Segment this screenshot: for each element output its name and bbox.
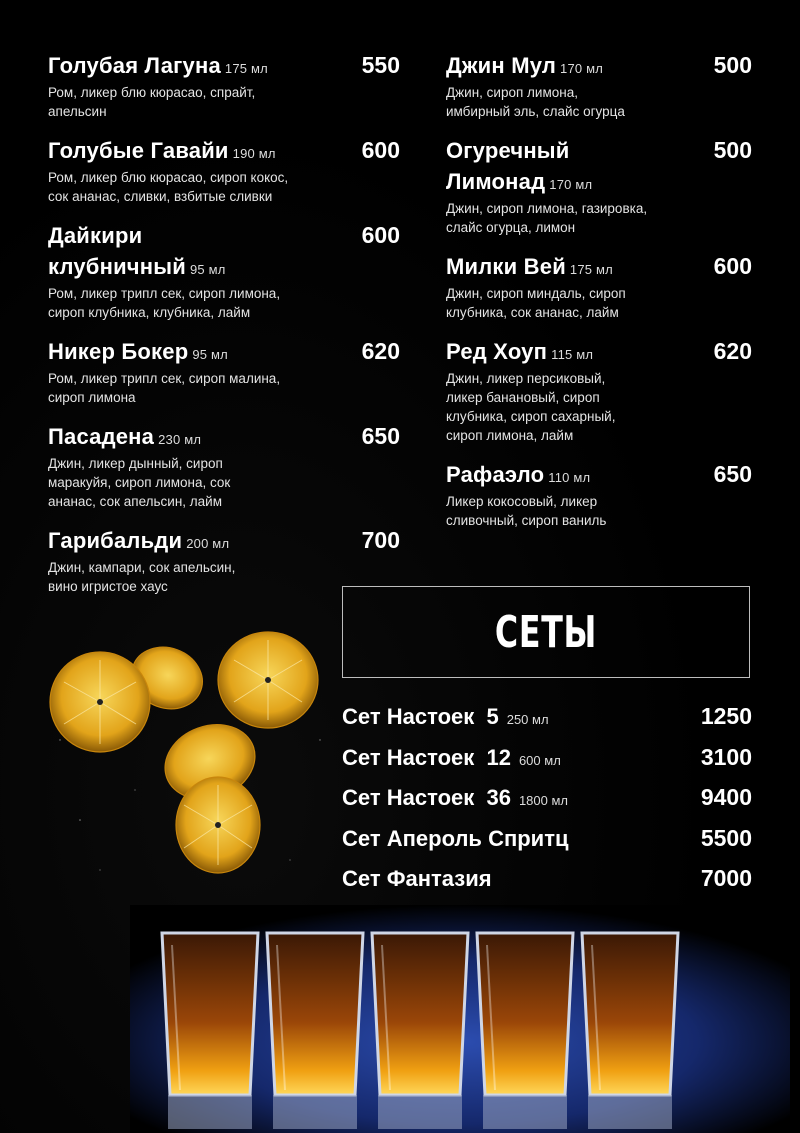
item-name: Ред Хоуп [446,339,548,364]
set-item [342,744,752,785]
item-price: 500 [713,52,752,78]
menu-item [48,336,400,407]
item-volume: 95 мл [189,262,226,277]
sets-section-header [342,586,750,678]
item-description: Ликер кокосовый, ликер сливочный, сироп ваниль [446,494,607,528]
item-description: Джин, кампари, сок апельсин, вино игристое хаус [48,560,236,594]
item-description: Ром, ликер трипл сек, сироп лимона, сироп клубника, клубника, лайм [48,286,281,320]
set-volume: 250 мл [506,712,549,727]
set-item [342,825,752,866]
item-name: Гарибальди [48,528,183,553]
item-name: Рафаэло [446,462,545,487]
item-price: 620 [361,338,400,364]
item-description: Джин, ликер персиковый, ликер банановый, сироп клубника, сироп сахарный, сироп лимона, лайм [446,371,616,443]
set-name: Сет Апероль Спритц [342,825,569,851]
lemon-slices-image [40,620,340,890]
item-description: Ром, ликер блю кюрасао, сироп кокос, сок ананас, сливки, взбитые сливки [48,170,289,204]
item-price: 700 [361,527,400,553]
item-volume: 95 мл [192,347,228,362]
item-volume: 170 мл [549,177,593,192]
set-price: 9400 [700,784,752,810]
set-price: 3100 [700,743,752,770]
shot-glasses-image [130,905,790,1133]
menu-item [446,251,752,322]
left-cocktail-column [48,50,400,610]
menu-item [48,421,400,511]
item-description: Ром, ликер блю кюрасао, спрайт, апельсин [48,85,256,119]
menu-item [446,135,752,237]
item-volume: 170 мл [560,61,604,76]
set-volume: 1800 мл [518,793,569,808]
menu-item [48,50,400,121]
item-price: 600 [713,253,752,279]
item-name: Голубая Лагуна [48,53,221,78]
sets-title: СЕТЫ [494,606,598,658]
set-item [342,865,752,906]
item-price: 650 [713,461,752,487]
menu-item [446,50,752,121]
menu-item [48,220,400,322]
item-description: Джин, сироп миндаль, сироп клубника, сок ананас, лайм [446,286,626,320]
item-volume: 110 мл [548,470,591,485]
menu-item [48,135,400,206]
item-price: 650 [361,423,400,449]
item-volume: 200 мл [186,536,230,551]
item-name: Джин Мул [446,53,557,78]
set-name: Сет Фантазия [342,866,492,891]
set-volume: 600 мл [518,752,561,768]
right-cocktail-column [446,50,752,544]
item-volume: 190 мл [232,146,276,161]
item-description: Ром, ликер трипл сек, сироп малина, сироп лимона [48,371,281,405]
menu-item [446,459,752,530]
item-name: Огуречный Лимонад [446,138,570,194]
item-volume: 175 мл [224,61,268,76]
item-description: Джин, сироп лимона, газировка, слайс огурца, лимон [446,201,648,235]
set-item [342,784,752,825]
item-name: Дайкири клубничный [48,223,186,279]
item-description: Джин, сироп лимона, имбирный эль, слайс огурца [446,85,625,119]
item-name: Голубые Гавайи [48,138,229,163]
set-item [342,703,752,744]
set-name: Сет Настоек 12 [342,744,511,770]
set-name: Сет Настоек 5 [342,704,499,729]
item-name: Никер Бокер [48,339,189,364]
sets-list [342,703,752,906]
item-price: 620 [713,338,752,364]
item-volume: 230 мл [158,432,202,447]
item-name: Пасадена [48,424,155,449]
set-price: 5500 [700,824,752,851]
item-description: Джин, ликер дынный, сироп маракуйя, сироп лимона, сок ананас, сок апельсин, лайм [48,456,231,509]
item-name: Милки Вей [446,254,566,279]
item-price: 600 [361,222,400,248]
set-name: Сет Настоек 36 [342,785,511,810]
item-volume: 115 мл [551,347,594,362]
set-price: 7000 [700,865,752,891]
item-price: 600 [361,137,400,163]
item-volume: 175 мл [569,262,613,277]
menu-item [446,336,752,445]
set-price: 1250 [700,703,752,729]
item-price: 550 [361,52,400,78]
item-price: 500 [713,137,752,163]
